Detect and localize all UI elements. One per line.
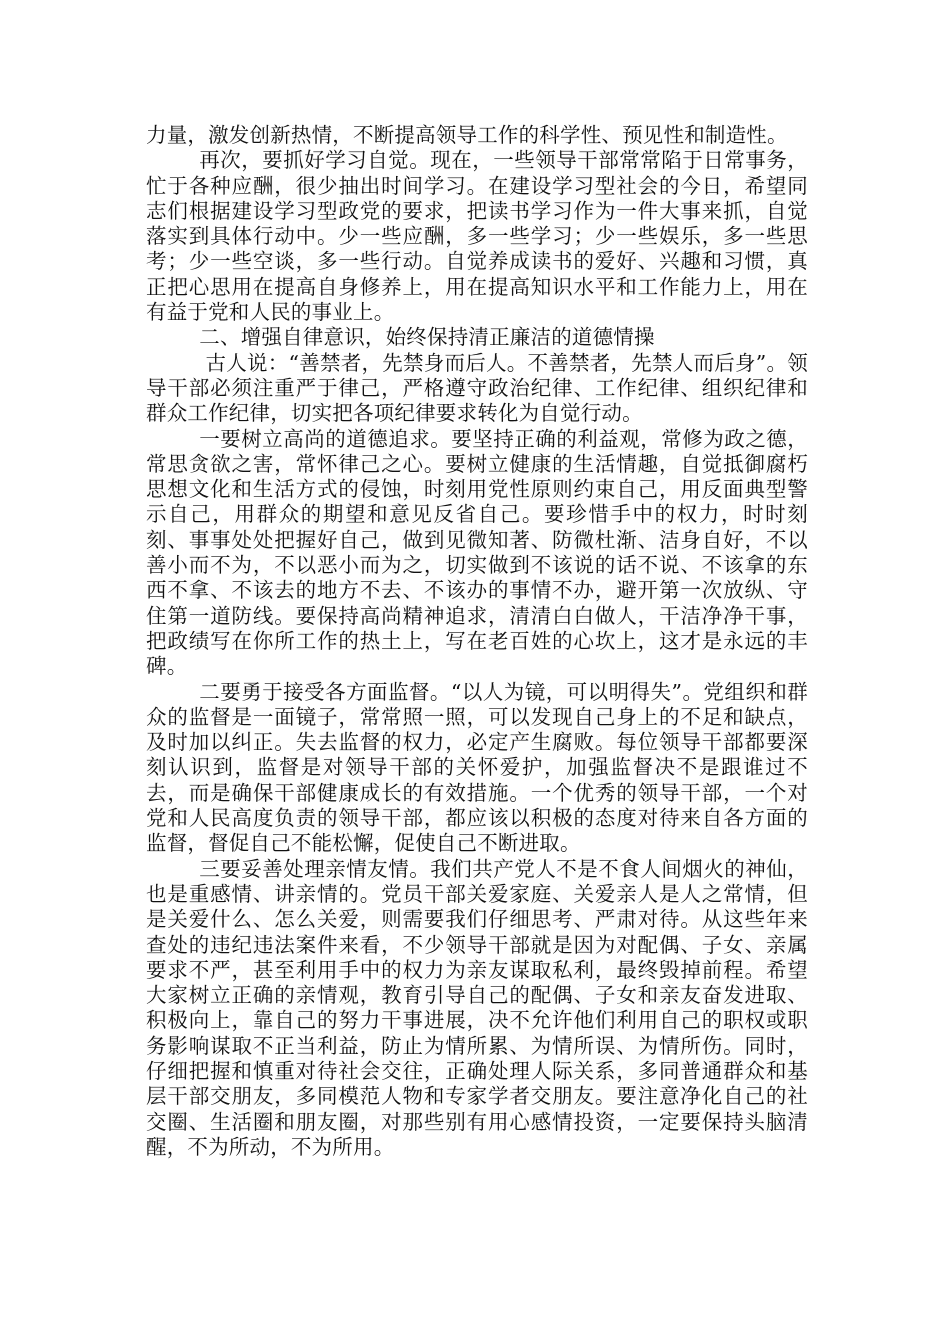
paragraph-family-friendship: 三要妥善处理亲情友情。我们共产党人不是不食人间烟火的神仙，也是重感情、讲亲情的。党员干部关爱家庭、关爱亲人是人之常情，但是关爱什么、怎么关爱，则需要我们仔细思考、严肃对待。从这些年来查处的违纪违法案件来看，不少领导干部就是因为对配偶、子女、亲属要求不严，甚至利用手中的权力为亲友谋取私利，最终毁掉前程。希望大家树立正确的亲情观，教育引导自己的配偶、子女和亲友奋发进取、积极向上，靠自己的努力干事进展，决不允许他们利用自己的职权或职务影响谋取不正当利益，防止为情所累、为情所误、为情所伤。同时，仔细把握和慎重对待社会交往，正确处理人际关系，多同普通群众和基层干部交朋友，多同模范人物和专家学者交朋友。要注意净化自己的社交圈、生活圈和朋友圈，对那些别有用心感情投资，一定要保持头脑清醒，不为所动，不为所用。 — [146, 856, 808, 1159]
document-body — [146, 123, 808, 1160]
paragraph-study-consciousness: 再次，要抓好学习自觉。现在，一些领导干部常常陷于日常事务，忙于各种应酬，很少抽出时间学习。在建设学习型社会的今日，希望同志们根据建设学习型政党的要求，把读书学习作为一件大事来抓，自觉落实到具体行动中。少一些应酬，多一些学习；少一些娱乐，多一些思考；少一些空谈，多一些行动。自觉养成读书的爱好、兴趣和习惯，真正把心思用在提高自身修养上，用在提高知识水平和工作能力上，用在有益于党和人民的事业上。 — [146, 148, 808, 325]
paragraph-accept-supervision: 二要勇于接受各方面监督。“以人为镜，可以明得失”。党组织和群众的监督是一面镜子，常常照一照，可以发现自己身上的不足和缺点，及时加以纠正。失去监督的权力，必定产生腐败。每位领导干部都要深刻认识到，监督是对领导干部的关怀爱护，加强监督决不是跟谁过不去，而是确保干部健康成长的有效措施。一个优秀的领导干部，一个对党和人民高度负责的领导干部，都应该以积极的态度对待来自各方面的监督，督促自己不能松懈，促使自己不断进取。 — [146, 679, 808, 856]
paragraph-ancient-quote: 古人说：“善禁者，先禁身而后人。不善禁者，先禁人而后身”。领导干部必须注重严于律己，严格遵守政治纪律、工作纪律、组织纪律和群众工作纪律，切实把各项纪律要求转化为自觉行动。 — [146, 350, 808, 426]
paragraph-continuation: 力量，激发创新热情，不断提高领导工作的科学性、预见性和制造性。 — [146, 123, 788, 147]
section-heading-self-discipline: 二、增强自律意识，始终保持清正廉洁的道德情操 — [199, 325, 655, 350]
paragraph-moral-pursuit: 一要树立高尚的道德追求。要坚持正确的利益观，常修为政之德，常思贪欲之害，常怀律己之心。要树立健康的生活情趣，自觉抵御腐朽思想文化和生活方式的侵蚀，时刻用党性原则约束自己，用反面典型警示自己，用群众的期望和意见反省自己。要珍惜手中的权力，时时刻刻、事事处处把握好自己，做到见微知著、防微杜渐、洁身自好，不以善小而不为，不以恶小而为之，切实做到不该说的话不说、不该拿的东西不拿、不该去的地方不去、不该办的事情不办，避开第一次放纵、守住第一道防线。要保持高尚精神追求，清清白白做人，干洁净净干事，把政绩写在你所工作的热土上，写在老百姓的心坎上，这才是永远的丰碑。 — [146, 426, 808, 679]
